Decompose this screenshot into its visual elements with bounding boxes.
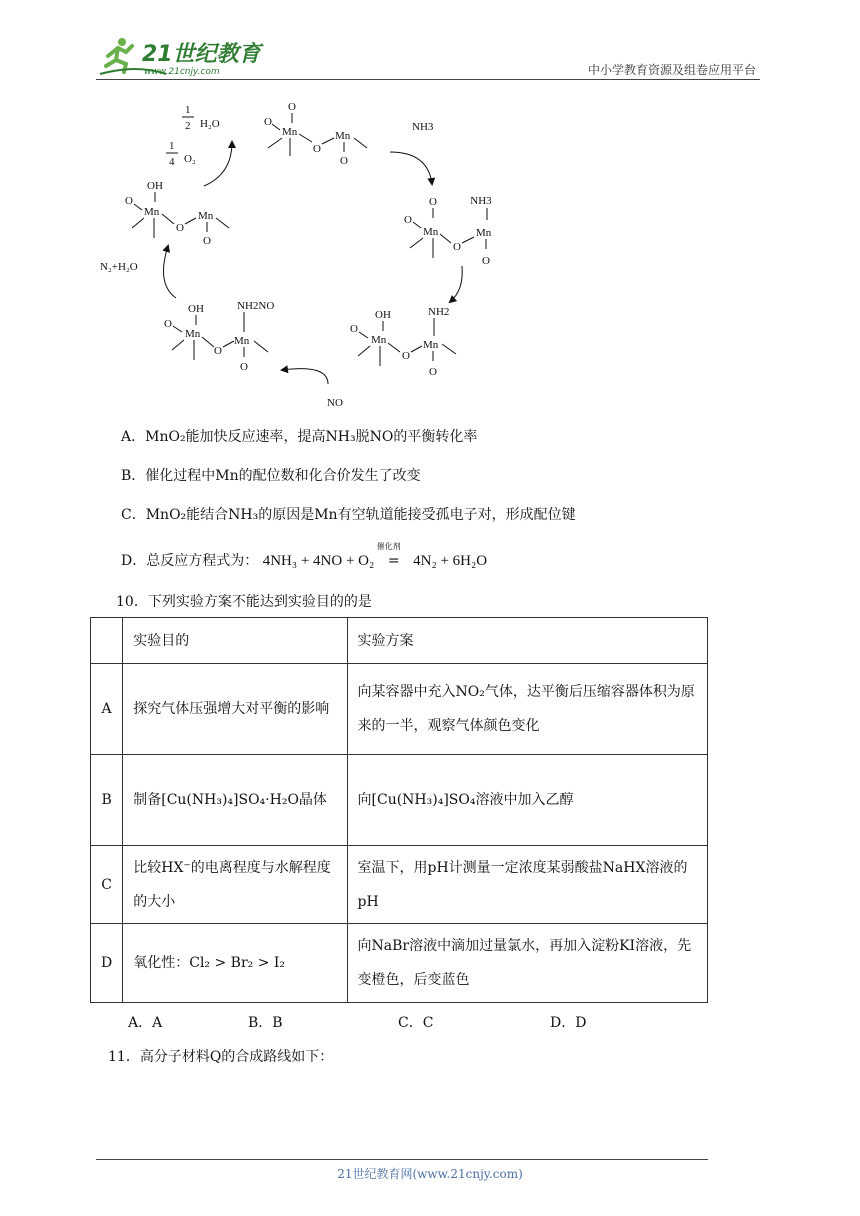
svg-text:O: O xyxy=(164,318,172,330)
row-purpose: 比较HX⁻的电离程度与水解程度的大小 xyxy=(123,846,347,924)
table-row xyxy=(91,664,708,755)
svg-text:NH2: NH2 xyxy=(428,306,450,318)
experiment-table xyxy=(90,617,708,1003)
row-plan: 向[Cu(NH₃)₄]SO₄溶液中加入乙醇 xyxy=(347,755,707,846)
svg-text:NH3: NH3 xyxy=(412,121,434,133)
catalytic-cycle-diagram xyxy=(92,94,492,414)
footer-divider xyxy=(96,1159,708,1160)
svg-text:Mn: Mn xyxy=(476,227,492,239)
header-platform-text: 中小学教育资源及组卷应用平台 xyxy=(587,63,756,77)
row-purpose: 制备[Cu(NH₃)₄]SO₄·H₂O晶体 xyxy=(123,755,347,846)
q9-option-a[interactable]: A．MnO₂能加快反应速率，提高NH₃脱NO的平衡转化率 xyxy=(121,429,478,445)
svg-text:2: 2 xyxy=(185,120,191,132)
row-label: A xyxy=(91,664,123,755)
cycle-species-left-top xyxy=(125,180,229,247)
row-plan: 室温下，用pH计测量一定浓度某弱酸盐NaHX溶液的pH xyxy=(347,846,707,924)
cycle-byproduct-left xyxy=(100,246,176,298)
svg-text:H₂O: H₂O xyxy=(200,118,220,130)
table-header-purpose: 实验目的 xyxy=(123,618,347,664)
cycle-species-right xyxy=(404,195,492,267)
svg-text:Mn: Mn xyxy=(144,206,160,218)
table-row xyxy=(91,846,708,924)
table-row xyxy=(91,755,708,846)
table-header-row xyxy=(91,618,708,664)
svg-text:OH: OH xyxy=(375,309,391,321)
svg-text:Mn: Mn xyxy=(423,339,439,351)
header-divider xyxy=(96,79,760,80)
svg-text:Mn: Mn xyxy=(282,126,298,138)
q9-option-c[interactable]: C．MnO₂能结合NH₃的原因是Mn有空轨道能接受孤电子对，形成配位键 xyxy=(121,507,576,523)
svg-text:O: O xyxy=(313,143,321,155)
q9-equation-right: 4N₂ + 6H₂O xyxy=(413,553,488,569)
svg-text:O: O xyxy=(453,241,461,253)
cycle-species-top xyxy=(264,101,367,167)
cycle-reagent-no xyxy=(282,369,343,409)
q9-option-b[interactable]: B．催化过程中Mn的配位数和化合价发生了改变 xyxy=(121,468,421,484)
table-header-plan: 实验方案 xyxy=(347,618,707,664)
row-label: B xyxy=(91,755,123,846)
row-plan: 向NaBr溶液中滴加过量氯水，再加入淀粉KI溶液，先变橙色，后变蓝色 xyxy=(347,924,707,1003)
logo-text: 21世纪教育 xyxy=(142,42,261,67)
svg-text:Mn: Mn xyxy=(234,335,250,347)
q11-stem: 11．高分子材料Q的合成路线如下： xyxy=(108,1049,334,1065)
svg-text:Mn: Mn xyxy=(371,334,387,346)
cycle-species-bottom-right xyxy=(350,306,456,378)
q10-choice-c[interactable]: C．C xyxy=(398,1015,434,1031)
table-row xyxy=(91,924,708,1003)
cycle-reagents-top-left xyxy=(166,104,232,186)
row-label: D xyxy=(91,924,123,1003)
row-purpose: 氧化性：Cl₂ > Br₂ > I₂ xyxy=(123,924,347,1003)
svg-text:OH: OH xyxy=(188,303,204,315)
q10-stem: 10．下列实验方案不能达到实验目的的是 xyxy=(116,594,372,610)
q9-equation-left: 4NH₃ + 4NO + O₂ xyxy=(262,553,375,569)
svg-text:Mn: Mn xyxy=(185,328,201,340)
svg-text:4: 4 xyxy=(169,156,175,168)
q10-choice-d[interactable]: D．D xyxy=(550,1015,587,1031)
row-purpose: 探究气体压强增大对平衡的影响 xyxy=(123,664,347,755)
svg-text:O: O xyxy=(264,116,272,128)
svg-text:O: O xyxy=(350,323,358,335)
svg-text:O: O xyxy=(429,366,437,378)
svg-text:O: O xyxy=(125,195,133,207)
svg-text:O: O xyxy=(402,350,410,362)
q9-catalyst-label: 催化剂 xyxy=(376,542,401,551)
svg-text:OH: OH xyxy=(147,180,163,192)
cycle-reagent-nh3 xyxy=(390,121,462,302)
svg-text:1: 1 xyxy=(169,140,175,152)
svg-text:Mn: Mn xyxy=(335,130,351,142)
svg-text:O: O xyxy=(429,196,437,208)
svg-text:O: O xyxy=(240,361,248,373)
svg-text:O: O xyxy=(404,214,412,226)
q9-equals-sign: = xyxy=(387,553,400,569)
logo-url: www.21cnjy.com xyxy=(144,67,220,77)
table-header-label xyxy=(91,618,123,664)
svg-text:O: O xyxy=(176,222,184,234)
site-logo xyxy=(96,34,266,78)
row-label: C xyxy=(91,846,123,924)
row-plan: 向某容器中充入NO₂气体，达平衡后压缩容器体积为原来的一半，观察气体颜色变化 xyxy=(347,664,707,755)
q9-option-d-prefix: D．总反应方程式为： xyxy=(121,553,259,569)
svg-text:Mn: Mn xyxy=(198,210,214,222)
svg-text:O: O xyxy=(482,255,490,267)
q10-choice-a[interactable]: A．A xyxy=(128,1015,163,1031)
svg-text:1: 1 xyxy=(185,104,191,116)
svg-text:NH2NO: NH2NO xyxy=(237,300,275,312)
footer-text[interactable]: 21世纪教育网(www.21cnjy.com) xyxy=(337,1167,523,1181)
svg-text:O: O xyxy=(340,155,348,167)
svg-text:O: O xyxy=(288,101,296,113)
svg-text:NO: NO xyxy=(327,397,343,409)
svg-text:O₂: O₂ xyxy=(184,153,196,165)
svg-text:O: O xyxy=(203,235,211,247)
svg-text:NH3: NH3 xyxy=(470,195,492,207)
q10-choice-b[interactable]: B．B xyxy=(248,1015,283,1031)
svg-text:O: O xyxy=(214,345,222,357)
svg-text:N₂+H₂O: N₂+H₂O xyxy=(100,261,138,273)
cycle-species-bottom-left xyxy=(164,300,274,373)
svg-text:Mn: Mn xyxy=(423,226,439,238)
q9-option-d[interactable] xyxy=(121,542,488,571)
